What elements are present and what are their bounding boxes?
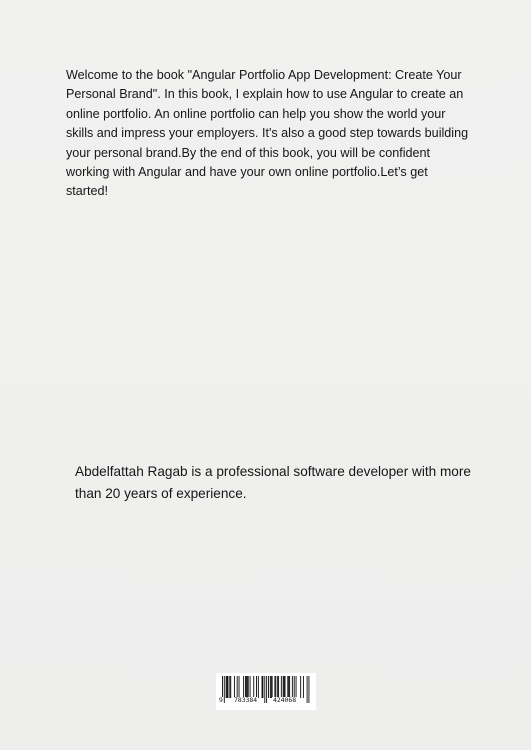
barcode-bar bbox=[253, 676, 254, 698]
barcode-bar bbox=[307, 676, 308, 703]
barcode-bar bbox=[285, 676, 286, 698]
barcode-bar bbox=[283, 676, 284, 698]
barcode-bar bbox=[228, 676, 229, 698]
barcode-bar bbox=[288, 676, 289, 698]
barcode-bar bbox=[294, 676, 295, 698]
barcode-bar bbox=[250, 676, 251, 698]
barcode-bar bbox=[224, 676, 225, 703]
barcode-bar bbox=[247, 676, 248, 698]
barcode-bar bbox=[258, 676, 259, 698]
barcode-bar bbox=[277, 676, 278, 698]
barcode-first-digit: 9 bbox=[219, 696, 223, 704]
barcode-bar bbox=[246, 676, 247, 698]
barcode-bar bbox=[296, 676, 297, 698]
barcode-bar bbox=[275, 676, 276, 698]
barcode-bar bbox=[256, 676, 257, 698]
barcode-bar bbox=[303, 676, 304, 698]
barcode-bar bbox=[248, 676, 249, 698]
barcode-bar bbox=[245, 676, 246, 698]
barcode-bar bbox=[272, 676, 273, 698]
barcode-bar bbox=[234, 676, 235, 698]
barcode-bar bbox=[289, 676, 290, 698]
barcode-bar bbox=[281, 676, 282, 698]
barcode-right-digits: 424068 bbox=[273, 696, 297, 704]
barcode-bar bbox=[287, 676, 288, 698]
barcode-bar bbox=[230, 676, 231, 698]
author-bio: Abdelfattah Ragab is a professional software developer with more than 20 years of experience. bbox=[75, 464, 471, 501]
isbn-barcode bbox=[216, 673, 316, 710]
barcode-bar bbox=[243, 676, 244, 698]
barcode-bar bbox=[262, 676, 263, 698]
barcode-bar bbox=[229, 676, 230, 698]
barcode-bar bbox=[308, 676, 309, 703]
barcode-bar bbox=[274, 676, 275, 698]
barcode-bar bbox=[226, 676, 227, 698]
barcode-bar bbox=[292, 676, 293, 698]
barcode-bar bbox=[268, 676, 269, 698]
barcode-bars-icon bbox=[216, 673, 316, 710]
barcode-left-digits: 783384 bbox=[234, 696, 258, 704]
barcode-bar bbox=[227, 676, 228, 698]
barcode-bar bbox=[262, 676, 263, 698]
barcode-bar bbox=[270, 676, 271, 698]
barcode-bar bbox=[278, 676, 279, 698]
barcode-bar bbox=[271, 676, 272, 698]
barcode-bar bbox=[300, 676, 301, 698]
barcode-bar bbox=[237, 676, 238, 698]
barcode-bar bbox=[266, 676, 267, 703]
barcode-bar bbox=[239, 676, 240, 698]
book-description: Welcome to the book "Angular Portfolio App Development: Create Your Personal Brand". In this book, I explain how to use Angular to create an online portfolio. An online portfolio can help you show the world your skills and impress your employers. It's also a good step towards building your personal brand.By the end of this book, you will be confident working with Angular and have your own online portfolio.Let’s get started! bbox=[66, 68, 469, 199]
barcode-bar bbox=[284, 676, 285, 698]
barcode-bar bbox=[264, 676, 265, 703]
